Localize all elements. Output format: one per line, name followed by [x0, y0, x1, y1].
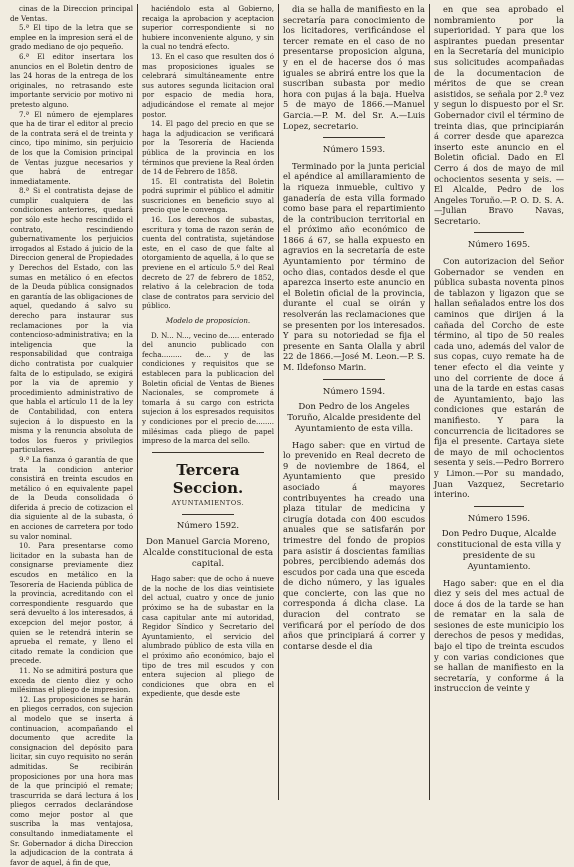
paragraph: 12. Las proposiciones se harán en pliegos cerrados, con sujecion al modelo que se inserta á continuacion, acompañando el documento que acredite la consignacion del depósito para licitar, sin cuyo requisito no serán admitidas. Se recibirán proposiciones por una hora mas de la que principió el remate; trascurrida se dará lectura á los pliegos cerrados declarándose como mejor postor al que suscriba la mas ventajosa, consultando inmediatamente el Sr. Gobernador á dicha Direccion la adjudicacion de la contrata á favor de aquel, á fin de que,	[10, 694, 133, 867]
notice-body: Hago saber: que en virtud de lo prevenido en Real decreto de 9 de noviembre de 1864, el Ayuntamiento que presido asociado á mayores contribuyentes ha creado una plaza titular de medicina y cirugía dotada con 400 escudos anuales que se satisfarán por trimestre del fondo de propios para asistir á doscientas familias pobres, percibiendo además dos escudos por cada una que esceda de dicho número, y las iguales que concierte, con las que no corresponda á dicha clase. La duracion del contrato se verificará por el período de dos años que principiará á correr y contarse desde el dia	[283, 439, 425, 651]
divider	[474, 232, 524, 233]
paragraph: 13. En el caso que resulten dos ó mas proposiciones iguales se celebrará simultáneamente entre sus autores segunda licitacion oral por espacio de media hora, adjudicándose el remate al mejor postor.	[142, 51, 274, 119]
divider	[152, 452, 264, 453]
notice-number: Número 1593.	[322, 145, 386, 156]
notice-body: dia se halla de manifiesto en la secretaría para conocimiento de los licitadores, verificándose el tercer remate en el caso de no presentarse proposicion alguna, y en el de hacerse dos ó mas iguales se abrirá entre los que la suscriban subasta por medio hora con pujas á la baja. Huelva 5 de mayo de 1866.—Manuel Garcia.—P. M. del Sr. A.—Luis Lopez, secretario.	[283, 4, 425, 131]
model-text: D. N... N..., vecino de..... enterado del anuncio publicado con fecha......... de... y de las condiciones y requisitos que se establecen para la publicacion del Boletin oficial de Ventas de Bienes Nacionales, se compromete á tomarla á su cargo con estricta sujecion á los espresados requisitos y condiciones por el precio de........ milésimas cada pliego de papel impreso de la marca del sello.	[142, 330, 274, 446]
paragraph: 10. Para presentarse como licitador en la subasta han de consignarse previamente diez escudos en metálico en la Tesorería de Hacienda pública de la provincia, acreditando con el correspondiente resguardo que será devuelto á los interesados, á excepcion del mejor postor, á quien se le retendrá interin se aprueba el remate, y lleno el citado remate la condicion que precede.	[10, 541, 133, 666]
divider	[182, 514, 234, 515]
notice-body: Hago saber: que de ocho á nueve de la noche de los dias veintisiete del actual, cuatro y once de junio próximo se ha de subastar en la casa capitular ante mí autoridad, Regidor Síndico y Secretario del Ayuntamiento, el servicio del alumbrado público de esta villa en el próximo año económico, bajo el tipo de tres mil escudos y con entera sujecion al pliego de condiciones que obra en el expediente, que desde este	[142, 574, 274, 699]
notice-heading: Don Pedro Duque, Alcalde constitucional de esta villa y presidente de su Ayuntamiento.	[437, 529, 561, 572]
notice-heading: Don Pedro de los Angeles Toruño, Alcalde presidente del Ayuntamiento de esta villa.	[287, 402, 421, 434]
column-2	[137, 4, 278, 800]
notice-body: Terminado por la junta pericial el apéndice al amillaramiento de la riqueza inmueble, cultivo y ganadería de esta villa formado como base para el repartimiento de la contribucion territorial en el próximo año económico de 1866 á 67, se halla expuesto en agravios en la secretaría de este Ayuntamiento por término de ocho dias, contados desde el que aparezca inserto este anuncio en el Boletin oficial de la provincia, durante el cual se oirán y resolverán las reclamaciones que se presenten por los interesados. Y para su notoriedad se fija el presente en Santa Olalla y abril 22 de 1866.—José M. Leon.—P. S. M. Ildefonso Marin.	[283, 160, 425, 372]
notice-body: Con autorizacion del Señor Gobernador se venden en pública subasta noventa pinos de tablazon y ligazon que se hallan señalados entre los dos caminos que dirijen á la cañada del Corcho de este término, al tipo de 50 reales cada uno, además del valor de sus copas, cuyo remate ha de tener efecto el dia veinte y uno del corriente de doce á una de la tarde en estas casas de Ayuntamiento, bajo las condiciones que estarán de manifiesto. Y para la concurrencia de licitadores se fija el presente. Cartaya siete de mayo de mil ochocientos sesenta y seis.—Pedro Borrero y Limon.—Por su mandado, Juan Vazquez, Secretario interino.	[434, 256, 564, 500]
section-subtitle: AYUNTAMIENTOS.	[171, 498, 245, 507]
paragraph: 16. Los derechos de subastas, escritura y toma de razon serán de cuenta del contratista, sujetándose este, en el caso de que falte al otorgamiento de aquella, á lo que se previene en el artículo 5.º del Real decreto de 27 de febrero de 1852, relativo á la celebracion de toda clase de contratos para servicio del público.	[142, 215, 274, 311]
notice-body: en que sea aprobado el nombramiento por la superioridad. Y para que los aspirantes puedan presentar en la Secretaría del municipio sus solicitudes acompañadas de la documentacion de méritos de que se crean asistidos, se señala por 2.ª vez y segun lo dispuesto por el Sr. Gobernador civil el término de treinta dias, que principiarán á correr desde que aparezca inserto este anuncio en el Boletin oficial. Dado en El Cerro á dos de mayo de mil ochocientos sesenta y seis. —El Alcalde, Pedro de los Angeles Toruño.—P. O. D. S. A.—Julian Bravo Navas, Secretario.	[434, 4, 564, 226]
paragraph: 9.ª La fianza ó garantía de que trata la condicion anterior consistirá en treinta escudos en metálico ó en equivalente papel de la Deuda consolidada ó diferida á precio de cotizacion el dia siguiente al de la subasta, ó en acciones de carretera por todo su valor nominal.	[10, 454, 133, 541]
paragraph: haciéndolo esta al Gobierno, recaiga la aprobacion y aceptacion superior correspondiente si no hubiere inconveniente alguno, y sin la cual no tendrá efecto.	[142, 4, 274, 52]
divider	[323, 137, 385, 138]
column-4	[429, 4, 568, 800]
notice-number: Número 1596.	[467, 513, 531, 524]
paragraph: 6.ª El editor insertara los anuncios en el Boletin dentro de las 24 horas de la entrega de los originales, no retrasando este importante servicio por motivo ni pretesto alguno.	[10, 51, 133, 109]
notice-number: Número 1695.	[467, 240, 531, 251]
column-3	[278, 4, 429, 800]
paragraph: cinas de la Direccion principal de Ventas.	[10, 4, 133, 23]
section-title: Tercera Seccion.	[172, 460, 244, 497]
notice-number: Número 1592.	[176, 521, 240, 532]
notice-heading: Don Manuel Garcia Moreno, Alcalde constitucional de esta capital.	[142, 536, 274, 569]
model-title: Modelo de proposicion.	[165, 316, 251, 325]
paragraph: 14. El pago del precio en que se haga la adjudicacion se verificará por la Tesorería de Hacienda pública de la provincia en los términos que previene la Real órden de 14 de Febrero de 1858.	[142, 119, 274, 177]
column-1	[6, 4, 137, 867]
paragraph: 7.ª El número de ejemplares que ha de tirar el editor al precio de la contrata será el de treinta y cinco, tipo minimo, sin perjuicio de los que la Comision principal de Ventas juzgue necesarios y que habrá de entregar inmediatamente.	[10, 109, 133, 186]
paragraph: 11. No se admitirá postura que exceda de ciento diez y ocho milésimas el pliego de impresion.	[10, 665, 133, 695]
divider	[474, 506, 524, 507]
paragraph: 8.ª Si el contratista dejase de cumplir cualquiera de las condiciones anteriores, quedará por sólo este hecho rescindido el contrato, rescindiendo gubernativamente los perjuicios irrogados al Estado á juicio de la Direccion general de Propiedades y Derechos del Estado, con las sumas en metálico ó en efectos de la Deuda pública consignados en garantía de las obligaciones de aquel, quedando á salvo su derecho para instaurar sus reclamaciones por la via contencioso-administrativa; en la inteligencia que la responsabilidad que contraiga dicho contratista por cualquier falta de lo estipulado, se exigirá por la via de apremio y procedimiento administrativo de que habla el artículo 11 de la ley de Contabilidad, con entera sujecion á lo dispuesto en la misma y la renuncia absoluta de todos los fueros y privilegios particulares.	[10, 186, 134, 455]
paragraph: 5.ª El tipo de la letra que se emplee en la impresion será el de grado mediano de ojo pequeño.	[10, 23, 133, 52]
divider	[323, 379, 385, 380]
paragraph: 15. El contratista del Boletin podrá suprimir el público el admitir suscriciones en beneficio suyo al precio que le convenga.	[142, 176, 274, 215]
notice-number: Número 1594.	[322, 386, 386, 397]
notice-body: Hago saber: que en el dia diez y seis del mes actual de doce á dos de la tarde se han de rematar en la sala de sesiones de este municipio los derechos de pesos y medidas, bajo el tipo de treinta escudos y con varias condiciones que se hallan de manifiesto en la secretaría, y conforme á la instruccion de veinte y	[434, 577, 564, 694]
